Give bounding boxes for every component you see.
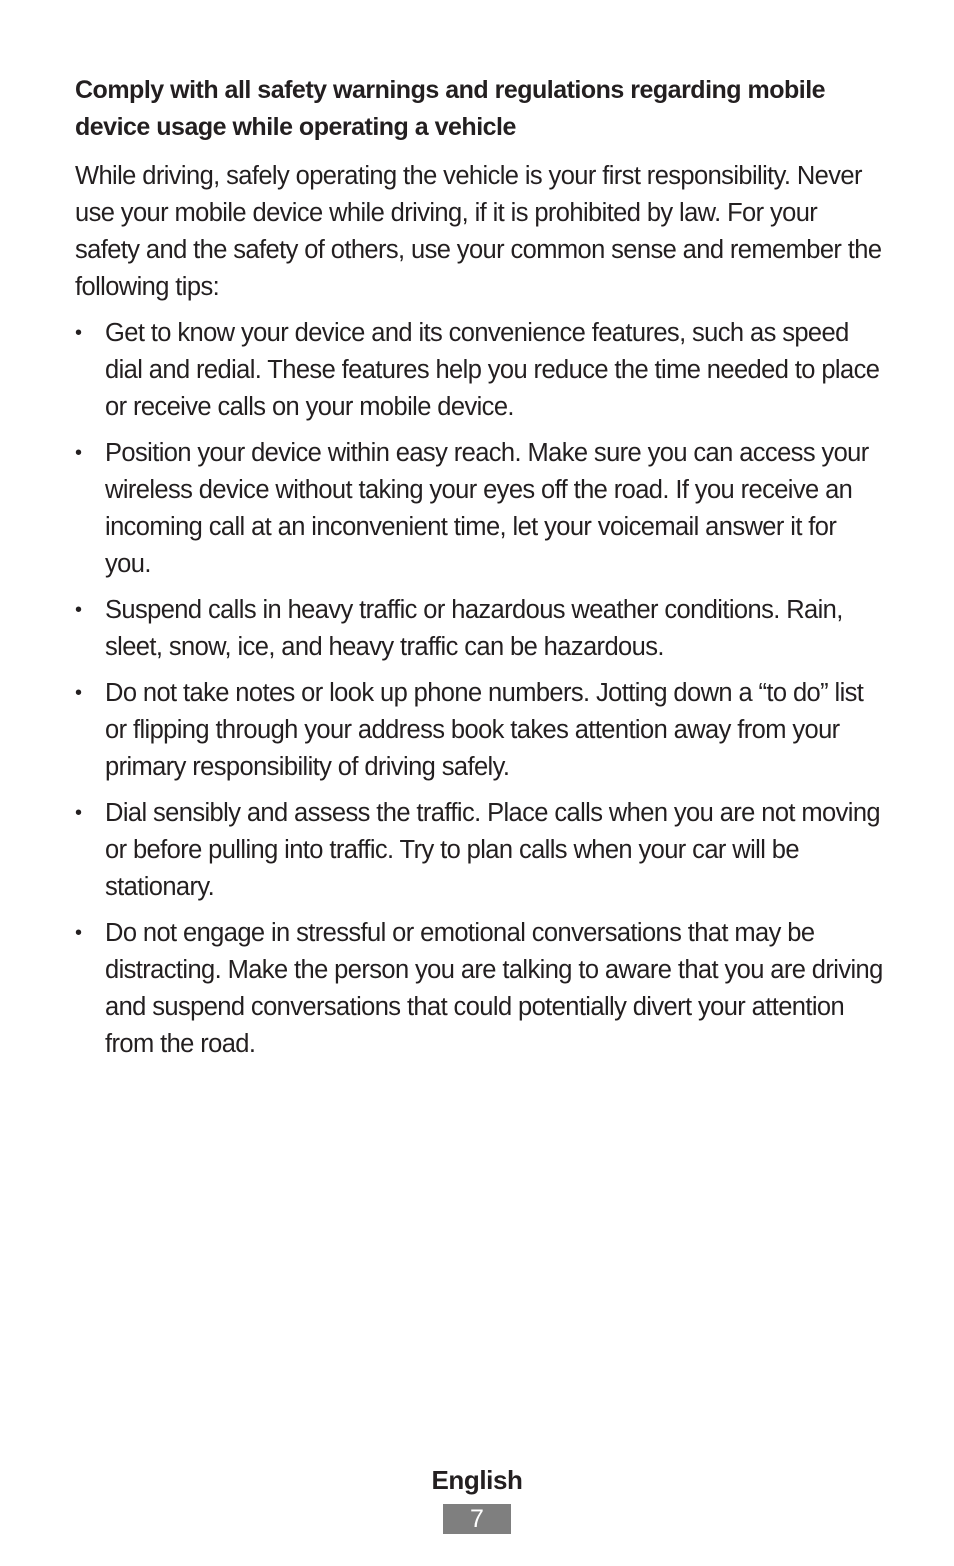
list-item xyxy=(75,675,885,786)
page-content xyxy=(75,72,885,1072)
tip-text: Suspend calls in heavy traffic or hazardous weather conditions. Rain, sleet, snow, ice, and heavy traffic can be hazardous. xyxy=(105,596,843,661)
bullet-icon: • xyxy=(75,442,82,464)
bullet-icon: • xyxy=(75,802,82,824)
list-item xyxy=(75,915,885,1063)
bullet-icon: • xyxy=(75,599,82,621)
bullet-icon: • xyxy=(75,922,82,944)
list-item xyxy=(75,315,885,426)
list-item xyxy=(75,592,885,666)
tip-text: Position your device within easy reach. Make sure you can access your wireless device without taking your eyes off the road. If you receive an incoming call at an inconvenient time, let your voicemail answer it for you. xyxy=(105,439,869,578)
tip-text: Get to know your device and its convenience features, such as speed dial and redial. These features help you reduce the time needed to place or receive calls on your mobile device. xyxy=(105,319,880,421)
list-item xyxy=(75,435,885,583)
bullet-icon: • xyxy=(75,322,82,344)
intro-paragraph: While driving, safely operating the vehicle is your first responsibility. Never use your mobile device while driving, if it is prohibited by law. For your safety and the safety of others, use your common sense and remember the following tips: xyxy=(75,162,882,301)
list-item xyxy=(75,795,885,906)
tip-text: Do not take notes or look up phone numbers. Jotting down a “to do” list or flipping through your address book takes attention away from your primary responsibility of driving safely. xyxy=(105,679,864,781)
page-footer xyxy=(0,1462,954,1534)
tips-list xyxy=(75,315,885,1063)
section-heading: Comply with all safety warnings and regulations regarding mobile device usage while operating a vehicle xyxy=(75,76,826,141)
bullet-icon: • xyxy=(75,682,82,704)
footer-language: English xyxy=(431,1465,523,1495)
tip-text: Dial sensibly and assess the traffic. Place calls when you are not moving or before pulling into traffic. Try to plan calls when your car will be stationary. xyxy=(105,799,880,901)
tip-text: Do not engage in stressful or emotional conversations that may be distracting. Make the person you are talking to aware that you are driving and suspend conversations that could potentially divert your attention from the road. xyxy=(105,919,883,1058)
page-number: 7 xyxy=(443,1504,511,1534)
